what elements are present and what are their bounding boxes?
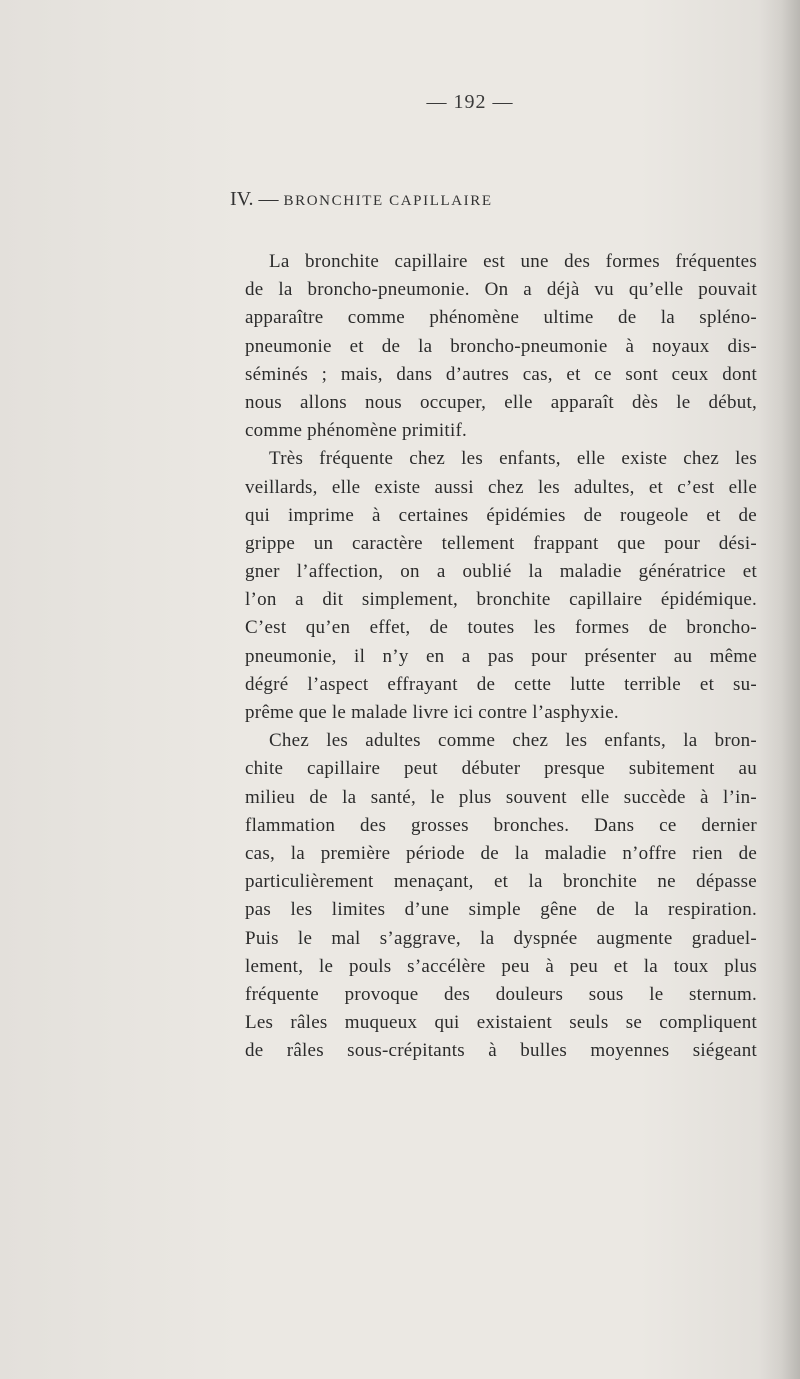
body-text — [245, 248, 757, 1065]
text-line: de la broncho-pneumonie. On a déjà vu qu’elle pouvait — [245, 279, 757, 301]
text-line: milieu de la santé, le plus souvent elle succède à l’in- — [245, 786, 757, 808]
text-line: apparaître comme phénomène ultime de la spléno- — [245, 307, 757, 329]
text-line: comme phénomène primitif. — [245, 420, 468, 442]
text-line: séminés ; mais, dans d’autres cas, et ce sont ceux dont — [245, 363, 757, 385]
text-line: particulièrement menaçant, et la bronchite ne dépasse — [245, 871, 757, 893]
text-line: flammation des grosses bronches. Dans ce dernier — [245, 814, 757, 836]
text-line: chite capillaire peut débuter presque subitement au — [245, 758, 757, 780]
page-number: — 192 — — [426, 91, 514, 113]
text-line: pneumonie, il n’y en a pas pour présenter au même — [245, 645, 757, 667]
text-line: Les râles muqueux qui existaient seuls se compliquent — [245, 1012, 757, 1034]
text-line: La bronchite capillaire est une des formes fréquentes — [269, 251, 757, 272]
text-line: grippe un caractère tellement frappant que pour dési- — [245, 532, 757, 554]
text-line: fréquente provoque des douleurs sous le sternum. — [245, 983, 757, 1005]
text-line: pneumonie et de la broncho-pneumonie à noyaux dis- — [245, 335, 757, 357]
text-line: cas, la première période de la maladie n’offre rien de — [245, 842, 757, 864]
section-heading — [230, 188, 493, 211]
text-line: dégré l’aspect effrayant de cette lutte terrible et su- — [245, 673, 757, 695]
text-line: Chez les adultes comme chez les enfants, la bron- — [269, 730, 757, 752]
text-line: prême que le malade livre ici contre l’asphyxie. — [245, 702, 619, 723]
text-line: Très fréquente chez les enfants, elle existe chez les — [269, 448, 757, 470]
text-line: Puis le mal s’aggrave, la dyspnée augmente graduel- — [245, 927, 757, 949]
text-line: l’on a dit simplement, bronchite capillaire épidémique. — [245, 589, 757, 611]
text-line: pas les limites d’une simple gêne de la respiration. — [245, 899, 757, 921]
text-line: gner l’affection, on a oublié la maladie génératrice et — [245, 561, 757, 583]
heading-dash: — — [258, 188, 279, 210]
text-line: lement, le pouls s’accélère peu à peu et la toux plus — [245, 955, 757, 977]
text-line: de râles sous-crépitants à bulles moyennes siégeant — [245, 1040, 757, 1062]
text-line: C’est qu’en effet, de toutes les formes de broncho- — [245, 617, 757, 639]
page-edge-shadow — [758, 0, 800, 1379]
text-line: nous allons nous occuper, elle apparaît dès le début, — [245, 391, 757, 413]
section-numeral: IV. — [230, 188, 254, 210]
text-line: qui imprime à certaines épidémies de rougeole et de — [245, 504, 757, 526]
section-title: BRONCHITE CAPILLAIRE — [283, 193, 493, 209]
text-line: veillards, elle existe aussi chez les adultes, et c’est elle — [245, 476, 757, 498]
